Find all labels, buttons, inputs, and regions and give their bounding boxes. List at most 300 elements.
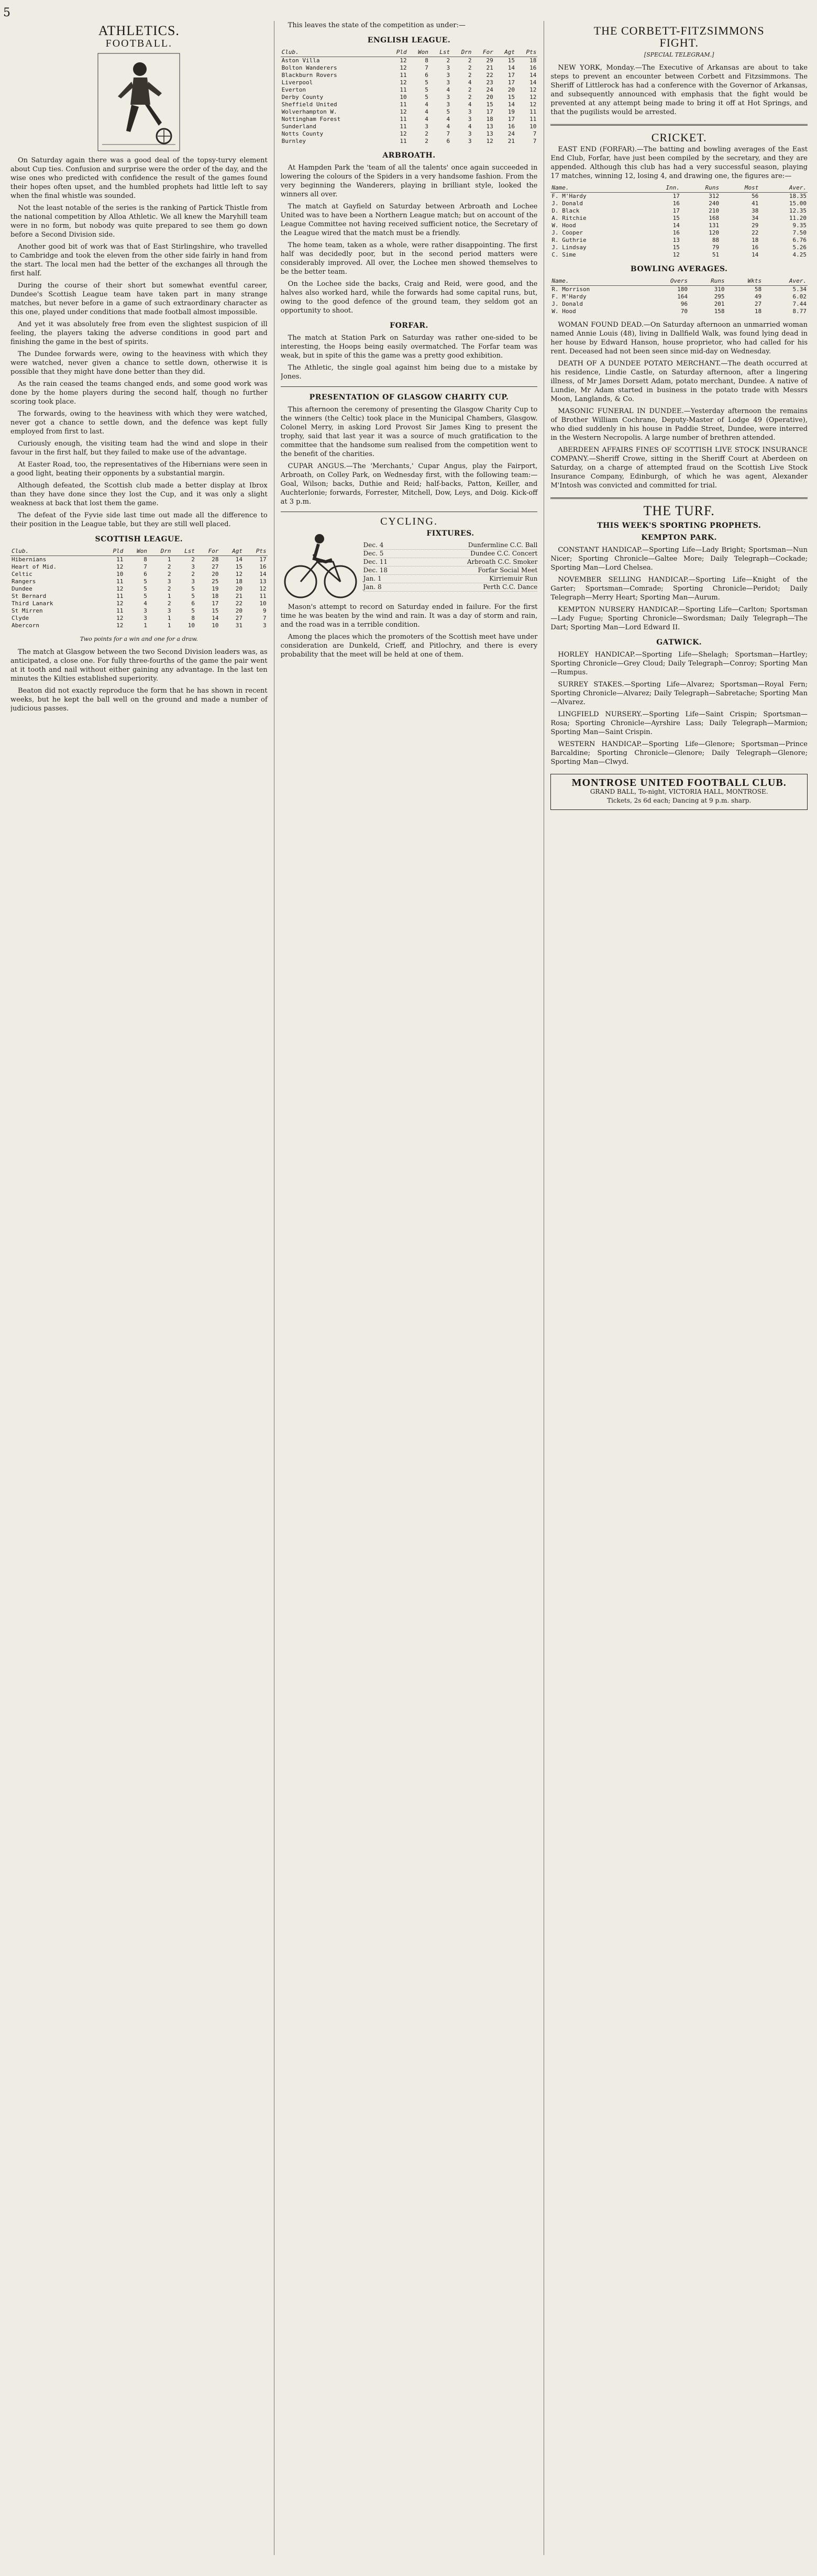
table-cell: 5: [143, 578, 147, 585]
turf-subtitle-2: KEMPTON PARK.: [641, 534, 717, 542]
football-article: [10, 156, 268, 529]
table-cell: 11: [400, 86, 407, 93]
article-paragraph: On the Lochee side the backs, Craig and Reid, were good, and the halves also worked hard, while the forwards had some capital runs, but, owing to the good defence of the ground team, they seldom got an opportunity to shoot.: [280, 280, 538, 315]
table-cell: 14: [235, 556, 243, 563]
table-cell: 12: [235, 571, 243, 578]
advertisement: [550, 774, 808, 810]
table-cell: 8: [191, 615, 195, 621]
table-cell: 3: [468, 130, 472, 137]
table-cell: 17: [486, 108, 493, 115]
table-cell: 131: [709, 222, 720, 229]
table-cell: 12: [486, 138, 493, 145]
table-cell: 2: [468, 57, 472, 64]
table-header-cell: For: [472, 48, 494, 57]
table-cell: 17: [507, 72, 515, 79]
table-cell: Celtic: [12, 571, 32, 578]
article-paragraph: At Hampden Park the 'team of all the talents' once again succeeded in lowering the colours of the Spiders in a very handsome fashion. From the very beginning the Wanderers, playing in brilliant style, looked the winners all over.: [280, 164, 538, 198]
fixture-event: Dundee C.C. Concert: [470, 550, 538, 557]
table-cell: 96: [680, 301, 688, 307]
table-cell: 4: [425, 108, 428, 115]
turf-lines: [550, 546, 808, 767]
scottish-league-table: [10, 547, 268, 629]
article-paragraph: Among the places which the promoters of the Scottish meet have under consideration are Dunkeld, Crieff, and Pitlochry, and there is every probability that the meet will be held at one of them.: [280, 633, 538, 659]
table-header-cell: Agt: [494, 48, 516, 57]
table-cell: 18.35: [789, 193, 807, 199]
table-cell: 22: [486, 72, 493, 79]
table-cell: 24: [507, 130, 515, 137]
table-row: [550, 308, 808, 315]
fight-title-2: FIGHT.: [659, 36, 699, 49]
table-cell: 5: [425, 86, 428, 93]
section-title-athletics: ATHLETICS.: [98, 23, 180, 38]
table-cell: 3: [167, 578, 171, 585]
table-cell: Rangers: [12, 578, 36, 585]
table-cell: 1: [167, 593, 171, 599]
table-cell: 12: [672, 251, 680, 258]
table-cell: 12: [116, 600, 124, 607]
divider: [550, 497, 808, 499]
table-cell: 10: [400, 94, 407, 101]
table-row: [10, 622, 268, 629]
fixture-date: Jan. 8: [363, 583, 382, 591]
article-paragraph: The match at Gayfield on Saturday between Arbroath and Lochee United was to have been a Northern League match; but on account of the League Committee not having received sufficient notice, the Secretary of the League wired that the match must be a friendly.: [280, 203, 538, 237]
table-cell: 12: [529, 86, 537, 93]
table-cell: 21: [235, 593, 243, 599]
table-cell: 3: [143, 615, 147, 621]
sub-title-football: FOOTBALL.: [105, 38, 173, 49]
table-cell: 14: [672, 222, 680, 229]
table-cell: 19: [507, 108, 515, 115]
table-cell: 8: [425, 57, 428, 64]
table-cell: 10: [187, 622, 195, 629]
table-cell: 20: [235, 585, 243, 592]
table-cell: 22: [235, 600, 243, 607]
table-cell: 11: [116, 556, 124, 563]
table-cell: 20: [507, 86, 515, 93]
fixture-date: Jan. 1: [363, 575, 382, 582]
table-cell: 18: [752, 237, 759, 243]
table-cell: 5: [191, 593, 195, 599]
column-athletics: [10, 21, 274, 2555]
table-cell: 12: [400, 108, 407, 115]
table-cell: 6: [425, 72, 428, 79]
table-cell: 5.26: [792, 244, 807, 251]
fixture-event: Arbroath C.C. Smoker: [467, 558, 538, 565]
table-cell: 1: [167, 622, 171, 629]
football-illustration: [10, 52, 268, 152]
table-cell: 17: [672, 207, 680, 214]
table-cell: 12: [116, 615, 124, 621]
table-row: [10, 600, 268, 607]
table-cell: 12: [400, 130, 407, 137]
table-cell: 28: [212, 556, 219, 563]
table-row: [550, 301, 808, 308]
table-cell: 4: [468, 123, 472, 130]
table-cell: 51: [712, 251, 720, 258]
table-cell: Everton: [281, 86, 306, 93]
table-cell: 16: [507, 123, 515, 130]
table-cell: 14: [507, 64, 515, 71]
table-cell: 31: [235, 622, 243, 629]
english-league-table: [281, 48, 538, 145]
fixtures-list: [363, 529, 538, 595]
table-row: [10, 607, 268, 615]
fixture-date: Dec. 5: [363, 550, 384, 557]
table-row: [550, 222, 808, 229]
table-cell: A. Ritchie: [551, 215, 587, 221]
table-cell: St Mirren: [12, 607, 43, 614]
table-cell: 14: [529, 72, 537, 79]
article-paragraph: Beaton did not exactly reproduce the form that he has shown in recent weeks, but he kept the ball well on the ground and made a number of judicious passes.: [10, 687, 268, 713]
table-row: [10, 585, 268, 593]
turf-title: THE TURF.: [643, 503, 715, 518]
table-cell: 11: [116, 578, 124, 585]
ad-line: GRAND BALL, To-night, VICTORIA HALL, MONTROSE.: [590, 788, 768, 795]
table-cell: 19: [212, 585, 219, 592]
table-header-cell: Name.: [550, 277, 644, 286]
footballer-icon: [97, 52, 181, 152]
table-cell: 10: [529, 123, 537, 130]
table-cell: 18: [529, 57, 537, 64]
table-cell: 7: [533, 138, 537, 145]
table-cell: 3: [191, 563, 195, 570]
table-cell: 4: [468, 79, 472, 86]
table-header-cell: Won: [124, 547, 148, 556]
table-cell: 3: [446, 101, 450, 108]
table-row: [550, 237, 808, 244]
table-cell: Nottingham Forest: [281, 116, 341, 123]
table-cell: 12: [529, 101, 537, 108]
table-cell: 2: [468, 86, 472, 93]
table-cell: 49: [754, 293, 762, 300]
table-cell: 11.20: [789, 215, 807, 221]
turf-tip: KEMPTON NURSERY HANDICAP.—Sporting Life—Carlton; Sportsman—Lady Fugue; Sporting Chronicle—Swordsman; Daily Telegraph—The Dart; Sporting Man—Lord Edward II.: [550, 606, 808, 631]
table-cell: 1: [167, 615, 171, 621]
table-body: [550, 193, 808, 259]
table-cell: 12: [400, 57, 407, 64]
fixture-item: [363, 583, 538, 592]
batting-averages-table: [550, 184, 808, 259]
table-cell: 10: [116, 571, 124, 578]
table-cell: 16: [259, 563, 267, 570]
table-cell: 180: [677, 286, 688, 293]
table-header-cell: Aver.: [763, 277, 808, 286]
article-paragraph: During the course of their short but somewhat eventful career, Dundee's Scottish League team have taken part in many strange matches, but never before in a game of such extraordinary character as this one, played under conditions that made football almost impossible.: [10, 282, 268, 316]
table-cell: W. Hood: [551, 308, 576, 315]
table-cell: 5.34: [792, 286, 807, 293]
table-cell: 12.35: [789, 207, 807, 214]
table-cell: 17: [507, 116, 515, 123]
table-cell: 16: [672, 229, 680, 236]
article-paragraph: The forwards, owing to the heaviness with which they were watched, never got a chance to settle down, and the defence was kept fully employed from first to last.: [10, 410, 268, 436]
table-cell: 11: [529, 108, 537, 115]
article-paragraph: Curiously enough, the visiting team had the wind and slope in their favour in the first half, but they failed to make use of the advantage.: [10, 440, 268, 457]
table-cell: 15: [212, 607, 219, 614]
table-cell: J. Lindsay: [551, 244, 587, 251]
table-cell: 11: [116, 593, 124, 599]
article-paragraph: This afternoon the ceremony of presenting the Glasgow Charity Cup to the winners (the Celtic) took place in the Municipal Chambers, Glasgow. Colonel Merry, in asking Lord Provost Sir James King to present the trophy, said that last year it was a source of much gratification to the committee that the handsome sum realised from the competition went to the benefit of the charities.: [280, 406, 538, 458]
table-row: [281, 123, 538, 130]
table-header-cell: Club.: [10, 547, 101, 556]
table-cell: 23: [486, 79, 493, 86]
table-cell: 6.76: [792, 237, 807, 243]
table-cell: 15: [672, 215, 680, 221]
table-cell: 3: [263, 622, 267, 629]
fixture-date: Dec. 11: [363, 558, 388, 565]
table-cell: 164: [677, 293, 688, 300]
table-cell: 4: [446, 123, 450, 130]
table-cell: 21: [507, 138, 515, 145]
table-note: Two points for a win and one for a draw.: [80, 636, 198, 642]
table-cell: Sunderland: [281, 123, 316, 130]
fixture-event: Dunfermline C.C. Ball: [468, 541, 538, 549]
table-cell: 20: [486, 94, 493, 101]
table-cell: 8.77: [792, 308, 807, 315]
news-paragraph: ABERDEEN AFFAIRS FINES OF SCOTTISH LIVE STOCK INSURANCE COMPANY.—Sheriff Crowe, sitting in the Sheriff Court at Aberdeen on Saturday, on a charge of attempted fraud on the Scottish Live Stock Insurance Company, Edinburgh, of which he was agent, Alexander M'Intosh was convicted and committed for trial.: [550, 446, 808, 490]
fixture-item: [363, 550, 538, 558]
table-cell: 12: [400, 64, 407, 71]
table-body: [10, 556, 268, 630]
table-cell: 3: [446, 64, 450, 71]
table-cell: 58: [754, 286, 762, 293]
table-header-cell: Lst: [429, 48, 451, 57]
table-cell: F. M'Hardy: [551, 193, 587, 199]
fight-title: THE CORBETT-FITZSIMMONS: [593, 24, 765, 37]
table-row: [10, 571, 268, 578]
table-row: [281, 64, 538, 72]
table-cell: 4.25: [792, 251, 807, 258]
table-cell: 16: [752, 244, 759, 251]
table-cell: Abercorn: [12, 622, 39, 629]
table-cell: Wolverhampton W.: [281, 108, 337, 115]
table-header-cell: Agt: [220, 547, 244, 556]
table-cell: 2: [167, 585, 171, 592]
table-row: [10, 615, 268, 622]
table-cell: 120: [709, 229, 720, 236]
table-row: [281, 116, 538, 123]
table-cell: 24: [486, 86, 493, 93]
table-header-row: [281, 48, 538, 57]
table-header-cell: Pts: [244, 547, 268, 556]
table-cell: 158: [714, 308, 725, 315]
table-cell: 12: [529, 94, 537, 101]
table-row: [281, 94, 538, 101]
fixture-event: Kirriemuir Run: [489, 575, 538, 582]
article-paragraph: The defeat of the Fyvie side last time out made all the difference to their position in the League table, but they are still well placed.: [10, 512, 268, 528]
table-cell: 14: [259, 571, 267, 578]
table-cell: 70: [680, 308, 688, 315]
table-cell: 168: [709, 215, 720, 221]
table-cell: 2: [425, 130, 428, 137]
table-cell: 11: [400, 123, 407, 130]
table-row: [10, 578, 268, 585]
table-cell: 240: [709, 200, 720, 207]
table-cell: 17: [672, 193, 680, 199]
table-cell: W. Hood: [551, 222, 576, 229]
table-cell: F. M'Hardy: [551, 293, 587, 300]
table-cell: 9: [263, 607, 267, 614]
table-cell: 14: [529, 79, 537, 86]
table-row: [550, 286, 808, 294]
table-cell: 3: [143, 607, 147, 614]
table-header-row: [550, 277, 808, 286]
table-cell: 27: [212, 563, 219, 570]
table-cell: 3: [191, 578, 195, 585]
table-cell: 210: [709, 207, 720, 214]
table-cell: 4: [425, 101, 428, 108]
table-cell: 3: [425, 123, 428, 130]
table-cell: 11: [400, 72, 407, 79]
columns: [10, 21, 808, 2555]
fixtures-title: FIXTURES.: [426, 529, 474, 538]
heading-arbroath: ARBROATH.: [382, 151, 436, 160]
intro-text: This leaves the state of the competition as under:—: [288, 21, 466, 29]
column-results: [281, 21, 545, 2555]
article-paragraph: Not the least notable of the series is the ranking of Partick Thistle from the national competition by Alloa Athletic. We all knew the Maryhill team were in no form, but nobody was quite prepared to see them go down before a Second Division side.: [10, 204, 268, 239]
table-cell: 56: [752, 193, 759, 199]
table-cell: 11: [529, 116, 537, 123]
table-cell: 2: [191, 556, 195, 563]
table-header-cell: Runs: [689, 277, 726, 286]
fixture-item: [363, 558, 538, 567]
article-paragraph: The Dundee forwards were, owing to the heaviness with which they were watched, never given a chance to settle down, otherwise it is possible that they might have done better than they did.: [10, 350, 268, 376]
table-cell: 17: [212, 600, 219, 607]
table-cell: 15: [672, 244, 680, 251]
table-cell: 3: [446, 72, 450, 79]
table-cell: 4: [468, 101, 472, 108]
article-paragraph: And yet it was absolutely free from even the slightest suspicion of ill feeling, the players taking the adverse conditions in good part and finishing the game in the best of spirits.: [10, 320, 268, 346]
table-cell: 21: [486, 64, 493, 71]
table-cell: 7: [425, 64, 428, 71]
turf-tip: CONSTANT HANDICAP.—Sporting Life—Lady Bright; Sportsman—Nun Nicer; Sporting Chronicle—Galtee More; Daily Telegraph—Cockade; Sporting Man—Lord Chelsea.: [550, 546, 808, 572]
article-paragraph: Another good bit of work was that of East Stirlingshire, who travelled to Cambridge and took the eleven from the other side fairly in hand from the start. The local men had the better of the exchanges all through the first half.: [10, 243, 268, 277]
table-cell: 9.35: [792, 222, 807, 229]
article-paragraph: On Saturday again there was a good deal of the topsy-turvy element about Cup ties. Confusion and surprise were the order of the day, and the wise ones who predicted with confidence the result of the games found their hopes often upset, and the humbled prophets had little left to say when the final whistle was sounded.: [10, 157, 268, 200]
divider: [281, 386, 538, 387]
table-cell: R. Morrison: [551, 286, 590, 293]
table-row: [281, 130, 538, 138]
table-cell: 201: [714, 301, 725, 307]
fixture-item: [363, 575, 538, 583]
table-cell: Sheffield United: [281, 101, 337, 108]
table-cell: 34: [752, 215, 759, 221]
table-cell: 7: [143, 563, 147, 570]
table-cell: 11: [400, 138, 407, 145]
table-cell: 5: [143, 593, 147, 599]
table-cell: 2: [167, 600, 171, 607]
table-cell: Aston Villa: [281, 57, 320, 64]
cycling-block: [281, 529, 538, 603]
table-cell: 17: [259, 556, 267, 563]
table-cell: 20: [212, 571, 219, 578]
table-body: [550, 286, 808, 316]
table-header-cell: Inn.: [642, 184, 681, 193]
table-cell: Burnley: [281, 138, 306, 145]
table-cell: 2: [468, 94, 472, 101]
table-cell: 3: [167, 607, 171, 614]
table-cell: 12: [116, 585, 124, 592]
table-row: [550, 229, 808, 237]
table-header-cell: Most: [720, 184, 759, 193]
table-cell: 4: [425, 116, 428, 123]
table-cell: 17: [507, 79, 515, 86]
bowling-averages-table: [550, 277, 808, 315]
article-paragraph: Mason's attempt to record on Saturday ended in failure. For the first time he was beaten by the wind and rain. It was a day of storm and rain, and the road was in a terrible condition.: [280, 603, 538, 629]
table-cell: Liverpool: [281, 79, 313, 86]
table-cell: 15: [507, 94, 515, 101]
table-cell: Derby County: [281, 94, 324, 101]
table-header-cell: Won: [408, 48, 429, 57]
table-row: [550, 215, 808, 222]
table-cell: 5: [425, 94, 428, 101]
table-cell: 6: [143, 571, 147, 578]
table-cell: 10: [259, 600, 267, 607]
table-cell: 18: [486, 116, 493, 123]
table-cell: 5: [191, 607, 195, 614]
page-number: 5: [3, 6, 10, 19]
heading-forfar: FORFAR.: [390, 321, 428, 330]
table-header-cell: Lst: [172, 547, 196, 556]
article-paragraph: EAST END (FORFAR).—The batting and bowling averages of the East End Club, Forfar, have just been compiled by the secretary, and they are appended. Although this club has had a very successful season, playing 17 matches, winning 12, losing 4, and drawing one, the figures are:—: [550, 146, 808, 180]
table-header-cell: Pld: [101, 547, 125, 556]
table-header-row: [550, 184, 808, 193]
table-cell: J. Donald: [551, 301, 583, 307]
table-header-row: [10, 547, 268, 556]
league-table-title: SCOTTISH LEAGUE.: [95, 535, 183, 543]
table-cell: Blackburn Rovers: [281, 72, 337, 79]
cycling-title: CYCLING.: [380, 516, 438, 527]
table-row: [10, 593, 268, 600]
table-row: [281, 72, 538, 79]
table-cell: 18: [212, 593, 219, 599]
special-telegram: [SPECIAL TELEGRAM.]: [644, 51, 714, 58]
table-cell: J. Donald: [551, 200, 583, 207]
cyclist-icon: [281, 529, 359, 603]
table-cell: 18: [754, 308, 762, 315]
table-row: [281, 57, 538, 65]
article-paragraph: The Athletic, the single goal against him being due to a mistake by Jones.: [280, 364, 538, 381]
table-cell: 18: [235, 578, 243, 585]
table-cell: R. Guthrie: [551, 237, 587, 243]
table-cell: 2: [425, 138, 428, 145]
article-paragraph: CUPAR ANGUS.—The 'Merchants,' Cupar Angus, play the Fairport, Arbroath, on Colley Park, on Wednesday first, with the following team:— Goal, Wilson; backs, Duthie and Reid; half-backs, Patton, Keiller, and Auchterlonie; forwards, Forrester, Mitchell, Dow, Leys, and Doig. Kick-off at 3 p.m.: [280, 462, 538, 506]
table-cell: 4: [446, 86, 450, 93]
table-cell: 7: [263, 615, 267, 621]
table-cell: Bolton Wanderers: [281, 64, 337, 71]
turf-tip: LINGFIELD NURSERY.—Sporting Life—Saint Crispin; Sportsman—Rosa; Sporting Chronicle—Ayrshire Lass; Daily Telegraph—Marmion; Sporting Man—Saint Crispin.: [550, 710, 808, 736]
heading-charity-cup: PRESENTATION OF GLASGOW CHARITY CUP.: [309, 393, 509, 402]
table-row: [281, 101, 538, 108]
table-cell: 3: [468, 138, 472, 145]
table-row: [281, 86, 538, 94]
table-cell: Heart of Mid.: [12, 563, 57, 570]
table-cell: 14: [212, 615, 219, 621]
table-cell: 2: [468, 64, 472, 71]
table-cell: 3: [446, 79, 450, 86]
table-cell: 312: [709, 193, 720, 199]
table-cell: 29: [486, 57, 493, 64]
table-cell: 11: [116, 607, 124, 614]
table-cell: 12: [116, 563, 124, 570]
table-cell: 3: [468, 108, 472, 115]
article-paragraph: As the rain ceased the teams changed ends, and some good work was done by the home players during the second half, though no further scoring took place.: [10, 380, 268, 406]
turf-tip: NOVEMBER SELLING HANDICAP.—Sporting Life—Knight of the Garter; Sportsman—Comrade; Sporting Chronicle—Peridot; Daily Telegraph—Merry Heart; Sporting Man—Aurum.: [550, 576, 808, 602]
table-cell: 12: [116, 622, 124, 629]
article-paragraph: The match at Station Park on Saturday was rather one-sided to be interesting, the Hoops being easily overmatched. The Forfar team was weak, but in spite of this the game was a pretty good exhibition.: [280, 334, 538, 360]
table-cell: 2: [468, 72, 472, 79]
table-cell: 11: [259, 593, 267, 599]
table-cell: 2: [167, 571, 171, 578]
